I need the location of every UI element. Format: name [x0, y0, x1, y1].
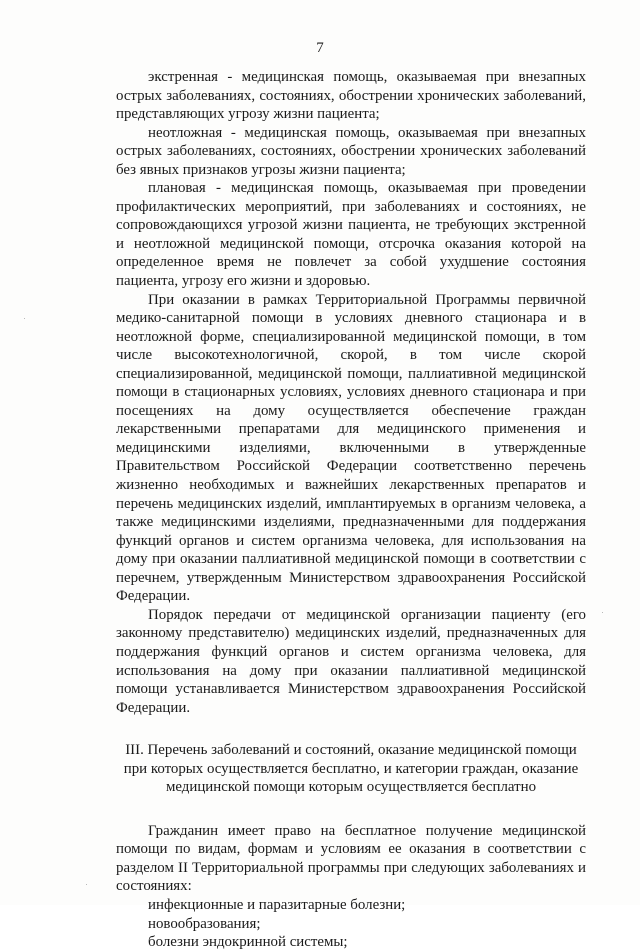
- list-item: новообразования;: [148, 915, 261, 932]
- paragraph-device-transfer: Порядок передачи от медицинской организации пациенту (его законному представителю) медицинских изделий, предназначенных для поддержания функций органов и систем организма человека, для использования на дому при оказании паллиативной медицинской помощи устанавливается Министерством здравоохранения Российской Федерации.: [116, 606, 586, 716]
- scan-speck: [86, 884, 87, 885]
- section-heading: III. Перечень заболеваний и состояний, оказание медицинской помощи при которых осуществляется бесплатно, и категории граждан, оказание медицинской помощи которым осуществляется бесплатно: [123, 742, 579, 796]
- disease-list: [116, 896, 586, 952]
- paragraph-drug-provision: При оказании в рамках Территориальной Программы первичной медико-санитарной помощи в условиях дневного стационара и в неотложной форме, специализированной медицинской помощи, в том числе высокотехнологичной, скорой, в том числе скорой специализированной, медицинской помощи, паллиативной медицинской помощи в стационарных условиях, условиях дневного стационара и при посещениях на дому осуществляется обеспечение граждан лекарственными препаратами для медицинского применения и медицинскими изделиями, включенными в утвержденные Правительством Российской Федерации соответственно перечень жизненно необходимых и важнейших лекарственных препаратов и перечень медицинских изделий, имплантируемых в организм человека, а также медицинскими изделиями, предназначенными для поддержания функций органов и систем организма человека, для использования на дому при оказании паллиативной медицинской помощи в соответствии с перечнем, утвержденным Министерством здравоохранения Российской Федерации.: [116, 291, 586, 605]
- paragraph-emergency-care: экстренная - медицинская помощь, оказываемая при внезапных острых заболеваниях, состояниях, обострении хронических заболеваний, представляющих угрозу жизни пациента;: [116, 69, 586, 123]
- scan-speck: [24, 318, 25, 319]
- section-intro: Гражданин имеет право на бесплатное получение медицинской помощи по видам, формам и условиям ее оказания в соответствии с разделом II Территориальной программы при следующих заболеваниях и состояниях:: [116, 822, 586, 895]
- paragraph-planned-care: плановая - медицинская помощь, оказываемая при проведении профилактических мероприятий, при заболеваниях и состояниях, не сопровождающихся угрозой жизни пациента, не требующих экстренной и неотложной медицинской помощи, отсрочка оказания которой на определенное время не повлечет за собой ухудшение состояния пациента, угрозу его жизни и здоровью.: [116, 180, 586, 290]
- paragraph-urgent-care: неотложная - медицинская помощь, оказываемая при внезапных острых заболеваниях, состояниях, обострении хронических заболеваний без явных признаков угрозы жизни пациента;: [116, 124, 586, 178]
- list-item: инфекционные и паразитарные болезни;: [148, 896, 406, 913]
- document-body: [116, 68, 586, 952]
- list-item: болезни эндокринной системы;: [148, 934, 348, 951]
- scan-speck: [602, 612, 603, 613]
- page-number: 7: [316, 40, 324, 56]
